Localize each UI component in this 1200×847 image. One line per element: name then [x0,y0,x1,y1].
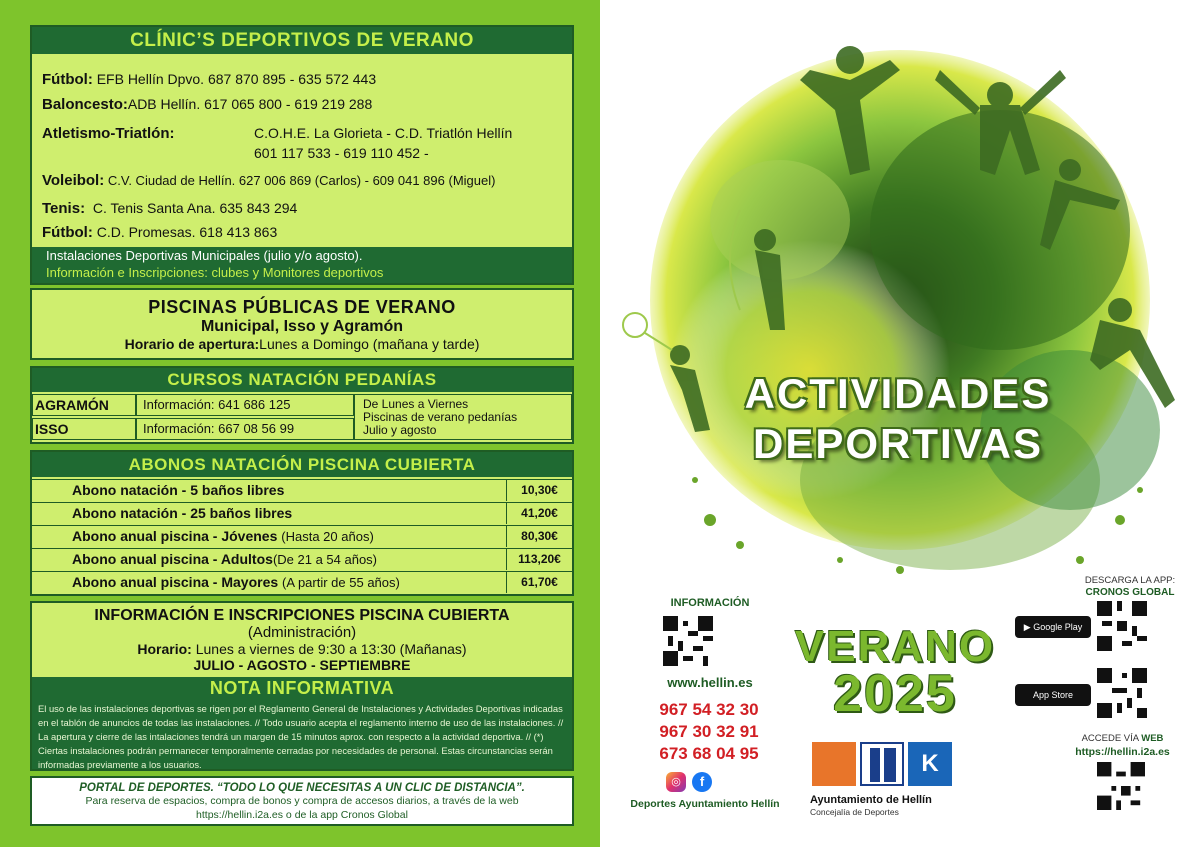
abono-price: 41,20€ [506,503,572,524]
abono-price: 10,30€ [506,480,572,501]
abono-row: Abono anual piscina - Adultos(De 21 a 54 años) 113,20€ [32,548,572,570]
facebook-icon[interactable]: f [692,772,712,792]
clinic-row: Fútbol: EFB Hellín Dpvo. 687 870 895 - 635 572 443 [42,71,377,88]
pools-title: PISCINAS PÚBLICAS DE VERANO [148,297,456,317]
info-piscina-hours: Horario: Lunes a viernes de 9:30 a 13:30 (Mañanas) [137,641,467,657]
clinics-footer-line1: Instalaciones Deportivas Municipales (julio y/o agosto). [46,248,363,263]
abono-row: Abono natación - 5 baños libres 10,30€ [32,479,572,501]
poster-season-year: 2025 [833,665,957,723]
clinics-header: CLÍNIC’S DEPORTIVOS DE VERANO [32,27,572,54]
clinics-footer [32,247,572,283]
abono-row: Abono natación - 25 baños libres 41,20€ [32,502,572,524]
pools-subtitle: Municipal, Isso y Agramón [200,318,404,335]
ayuntamiento-k-icon: K [908,742,952,786]
abono-price: 80,30€ [506,526,572,547]
right-panel [600,0,1200,847]
abono-price: 113,20€ [506,549,572,570]
app-name: CRONOS GLOBAL [1085,587,1175,598]
instagram-icon[interactable]: ◎ [666,772,686,792]
clinics-section [30,25,574,285]
poster-title-line1: ACTIVIDADES [744,370,1052,417]
pedanias-header: CURSOS NATACIÓN PEDANÍAS [32,368,572,392]
pedania-info: Información: 641 686 125 [136,394,354,416]
ayuntamiento-logo-icon [812,742,856,786]
abono-row: Abono anual piscina - Jóvenes (Hasta 20 años) 80,30€ [32,525,572,547]
clinic-row: Voleibol: C.V. Ciudad de Hellín. 627 006 869 (Carlos) - 609 041 896 (Miguel) [42,172,496,189]
phone-number[interactable]: 673 68 04 95 [659,744,759,763]
ayuntamiento-name: Ayuntamiento de Hellín [810,794,932,806]
web-access-url[interactable]: https://hellin.i2a.es [1075,746,1170,758]
nota-header: NOTA INFORMATIVA [32,677,572,699]
app-store-button[interactable]: App Store [1015,684,1091,706]
social-label: Deportes Ayuntamiento Hellín [630,798,780,810]
pedanias-section [30,366,574,444]
portal-line1: Para reserva de espacios, compra de bonos y compra de accesos diarios, a través de la web [85,795,519,807]
clinic-row: Tenis: C. Tenis Santa Ana. 635 843 294 [42,200,298,217]
web-link[interactable]: www.hellin.es [667,675,753,690]
pedanias-note: De Lunes a Viernes Piscinas de verano pedanías Julio y agosto [354,394,572,440]
poster-title-line2: DEPORTIVAS [753,420,1043,467]
nota-text: El uso de las instalaciones deportivas se rigen por el Reglamento General de Instalaciones y Actividades Deportivas indicadas en el tablón de anuncios de todas las instalaciones. // Todo usuario acepta el reglamento interno de uso de las instalaciones. // La apertura y cierre de las intalaciones tendrá un margen de 15 minutos aprox. con respecto a la actividad deportiva. // (*) Ciertas instalaciones podrán permanecer temporalmente cerradas por necesidades de personal. Estas circunstancias serán informadas previamente a los usuarios. [32,699,572,769]
pedania-name: AGRAMÓN [32,394,136,416]
clinic-row: Fútbol: C.D. Promesas. 618 413 863 [42,224,278,241]
info-piscina-section [30,601,574,771]
portal-title: PORTAL DE DEPORTES. “TODO LO QUE NECESITAS A UN CLIC DE DISTANCIA”. [79,782,525,794]
abono-price: 61,70€ [506,572,572,593]
google-play-button[interactable]: ▶ Google Play [1015,616,1091,638]
pools-hours: Horario de apertura:Lunes a Domingo (mañana y tarde) [124,336,480,352]
clinic-row-info: 601 117 533 - 619 110 452 - [254,145,429,161]
portal-line2[interactable]: https://hellin.i2a.es o de la app Cronos Global [196,809,408,821]
abono-row: Abono anual piscina - Mayores (A partir de 55 años) 61,70€ [32,571,572,593]
info-piscina-title: INFORMACIÓN E INSCRIPCIONES PISCINA CUBIERTA [94,607,510,624]
ayuntamiento-stripe-icon [860,742,904,786]
clinic-row: Atletismo-Triatlón: [42,125,175,142]
clinics-footer-line2: Información e Inscripciones: clubes y Monitores deportivos [46,265,384,280]
abonos-section [30,450,574,596]
google-play-qr-code[interactable] [1097,601,1147,651]
info-qr-code[interactable] [663,616,713,666]
info-label: INFORMACIÓN [670,597,750,609]
app-store-qr-code[interactable] [1097,668,1147,718]
web-access-label: ACCEDE VÍA WEB [1081,733,1164,744]
pedania-info: Información: 667 08 56 99 [136,418,354,440]
clinic-row-info: C.O.H.E. La Glorieta - C.D. Triatlón Hellín [254,125,513,141]
poster-season-word: VERANO [794,622,996,671]
poster-artwork [600,0,1200,600]
pools-section [30,288,574,360]
abonos-header: ABONOS NATACIÓN PISCINA CUBIERTA [32,452,572,477]
info-piscina-months: JULIO - AGOSTO - SEPTIEMBRE [193,657,411,673]
pedania-name: ISSO [32,418,136,440]
download-app-label: DESCARGA LA APP: [1084,575,1176,586]
portal-section [30,776,574,826]
ayuntamiento-dept: Concejalía de Deportes [810,807,899,817]
web-qr-code[interactable] [1097,762,1145,810]
phone-number[interactable]: 967 54 32 30 [659,700,759,719]
pedanias-table [32,394,572,442]
info-piscina-subtitle: (Administración) [247,624,357,641]
phone-number[interactable]: 967 30 32 91 [659,722,759,741]
clinic-row: Baloncesto:ADB Hellín. 617 065 800 - 619 219 288 [42,96,373,113]
